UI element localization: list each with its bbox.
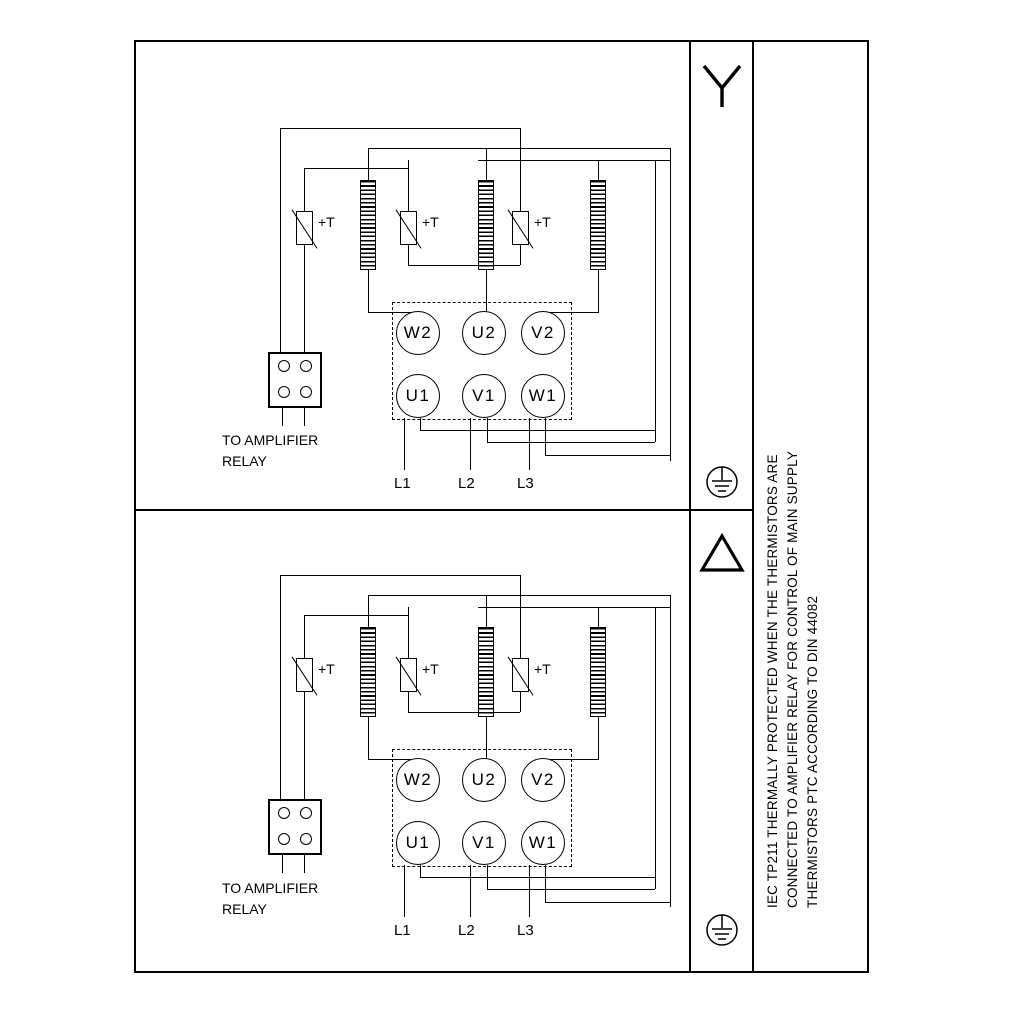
thermistor-lead-1-top xyxy=(304,168,305,211)
delta-symbol-icon xyxy=(699,532,745,579)
coil-lead-3-delta xyxy=(598,717,599,759)
amplifier-label-line2: RELAY xyxy=(222,453,267,469)
supply-bus-a-drop xyxy=(420,418,421,430)
supply-lead-L1 xyxy=(404,418,405,470)
thermistor-label-3-delta: +T xyxy=(534,661,551,677)
top-bus-2-delta xyxy=(280,575,520,576)
top-bus-right-2-delta xyxy=(655,607,656,889)
side-note-line-3: THERMISTORS PTC ACCORDING TO DIN 44082 xyxy=(805,595,820,908)
supply-bus-c-right xyxy=(670,455,671,461)
coil-top-1 xyxy=(368,148,369,180)
earth-symbol-icon-2 xyxy=(700,908,744,957)
top-bus-2 xyxy=(280,128,520,129)
thermistor-lead-2-top xyxy=(408,160,409,211)
terminal-W1-delta: W1 xyxy=(521,821,565,865)
supply-lead-L1-delta xyxy=(404,865,405,917)
thermistor-chain-1 xyxy=(304,168,408,169)
amplifier-label-line1-delta: TO AMPLIFIER xyxy=(222,880,319,896)
thermistor-lead-2-bot xyxy=(408,245,409,265)
terminal-W2: W2 xyxy=(396,311,440,355)
top-bus-left-drop xyxy=(280,128,281,356)
symbol-column-divider xyxy=(689,40,691,973)
thermistor-2-delta xyxy=(400,658,417,692)
coil-top-3-delta xyxy=(598,607,599,627)
thermistor-1 xyxy=(296,211,313,245)
top-bus-3 xyxy=(478,160,670,161)
supply-label-L2: L2 xyxy=(458,475,475,492)
thermistor-lead-3-top xyxy=(520,160,521,211)
supply-label-L2-delta: L2 xyxy=(458,922,475,939)
supply-label-L3: L3 xyxy=(517,475,534,492)
thermistor-chain-1-delta xyxy=(304,615,408,616)
thermistor-lead-3-bot xyxy=(520,245,521,265)
thermistor-lead-2-top-delta xyxy=(408,607,409,658)
wye-symbol-icon xyxy=(700,62,744,115)
thermistor-3-delta xyxy=(512,658,529,692)
amplifier-label-line1: TO AMPLIFIER xyxy=(222,432,319,448)
terminal-V2-delta: V2 xyxy=(521,758,565,802)
winding-coil-3-delta xyxy=(590,627,606,717)
top-bus-2-drop xyxy=(520,128,521,160)
thermistor-chain-2-delta xyxy=(408,712,520,713)
supply-bus-b-delta xyxy=(487,889,655,890)
supply-bus-a-delta xyxy=(420,877,655,878)
coil-lead-3 xyxy=(598,270,599,312)
connector-lead-out-1-delta xyxy=(282,855,283,873)
thermistor-1-delta xyxy=(296,658,313,692)
supply-lead-L3 xyxy=(529,418,530,470)
earth-symbol-icon xyxy=(700,460,744,509)
top-bus-right-1 xyxy=(670,148,671,460)
supply-bus-b-drop-delta xyxy=(487,865,488,889)
winding-coil-2-delta xyxy=(478,627,494,717)
top-bus-left-drop-delta xyxy=(280,575,281,803)
supply-label-L1: L1 xyxy=(394,475,411,492)
thermistor-3 xyxy=(512,211,529,245)
connector-lead-out-2-delta xyxy=(304,855,305,873)
coil-top-2 xyxy=(486,148,487,180)
top-bus-1-delta xyxy=(368,595,670,596)
terminal-V1: V1 xyxy=(462,374,506,418)
coil-lead-1 xyxy=(368,270,369,312)
amplifier-label-line2-delta: RELAY xyxy=(222,901,267,917)
winding-coil-1 xyxy=(360,180,376,270)
coil-top-1-delta xyxy=(368,595,369,627)
connector-dot-2 xyxy=(300,360,312,372)
thermistor-chain-2 xyxy=(408,265,520,266)
notes-column-divider xyxy=(752,40,754,973)
supply-bus-c-drop-delta xyxy=(545,865,546,902)
supply-bus-b-drop xyxy=(487,418,488,442)
terminal-U2-delta: U2 xyxy=(462,758,506,802)
panel-divider xyxy=(134,509,752,511)
side-note-line-2: CONNECTED TO AMPLIFIER RELAY FOR CONTROL OF MAIN SUPPLY xyxy=(785,450,800,908)
thermistor-label-2: +T xyxy=(422,214,439,230)
thermistor-lead-2-bot-delta xyxy=(408,692,409,712)
amplifier-connector-box-delta xyxy=(268,799,322,855)
connector-dot-2-delta xyxy=(300,807,312,819)
thermistor-lead-1-bot-delta xyxy=(304,692,305,803)
connector-dot-4 xyxy=(300,386,312,398)
thermistor-2 xyxy=(400,211,417,245)
side-note-line-1: IEC TP211 THERMALLY PROTECTED WHEN THE THERMISTORS ARE xyxy=(765,454,780,908)
top-bus-right-1-delta xyxy=(670,595,671,907)
thermistor-lead-1-top-delta xyxy=(304,615,305,658)
thermistor-lead-3-bot-delta xyxy=(520,692,521,712)
connector-dot-1-delta xyxy=(278,807,290,819)
top-bus-right-2 xyxy=(655,160,656,442)
supply-bus-c-delta xyxy=(545,902,670,903)
terminal-U1-delta: U1 xyxy=(396,821,440,865)
supply-lead-L3-delta xyxy=(529,865,530,917)
connector-dot-4-delta xyxy=(300,833,312,845)
terminal-U2: U2 xyxy=(462,311,506,355)
terminal-W1: W1 xyxy=(521,374,565,418)
thermistor-label-2-delta: +T xyxy=(422,661,439,677)
amplifier-connector-box xyxy=(268,352,322,408)
top-bus-3-delta xyxy=(478,607,670,608)
supply-bus-a xyxy=(420,430,655,431)
terminal-W2-delta: W2 xyxy=(396,758,440,802)
winding-coil-3 xyxy=(590,180,606,270)
supply-bus-c xyxy=(545,455,670,456)
connector-dot-3-delta xyxy=(278,833,290,845)
thermistor-label-1: +T xyxy=(318,214,335,230)
supply-lead-L2-delta xyxy=(470,865,471,917)
thermistor-lead-1-bot xyxy=(304,245,305,356)
coil-lead-1-delta xyxy=(368,717,369,759)
connector-lead-out-2 xyxy=(304,408,305,426)
supply-label-L3-delta: L3 xyxy=(517,922,534,939)
connector-lead-out-1 xyxy=(282,408,283,426)
thermistor-label-1-delta: +T xyxy=(318,661,335,677)
supply-bus-a-drop-delta xyxy=(420,865,421,877)
supply-lead-L2 xyxy=(470,418,471,470)
thermistor-label-3: +T xyxy=(534,214,551,230)
coil-top-2-delta xyxy=(486,595,487,627)
terminal-U1: U1 xyxy=(396,374,440,418)
top-bus-1 xyxy=(368,148,670,149)
top-bus-2-drop-delta xyxy=(520,575,521,607)
connector-dot-1 xyxy=(278,360,290,372)
winding-coil-1-delta xyxy=(360,627,376,717)
supply-bus-b xyxy=(487,442,655,443)
supply-bus-c-drop xyxy=(545,418,546,455)
coil-top-3 xyxy=(598,160,599,180)
thermistor-lead-3-top-delta xyxy=(520,607,521,658)
terminal-V1-delta: V1 xyxy=(462,821,506,865)
terminal-V2: V2 xyxy=(521,311,565,355)
winding-coil-2 xyxy=(478,180,494,270)
connector-dot-3 xyxy=(278,386,290,398)
supply-label-L1-delta: L1 xyxy=(394,922,411,939)
